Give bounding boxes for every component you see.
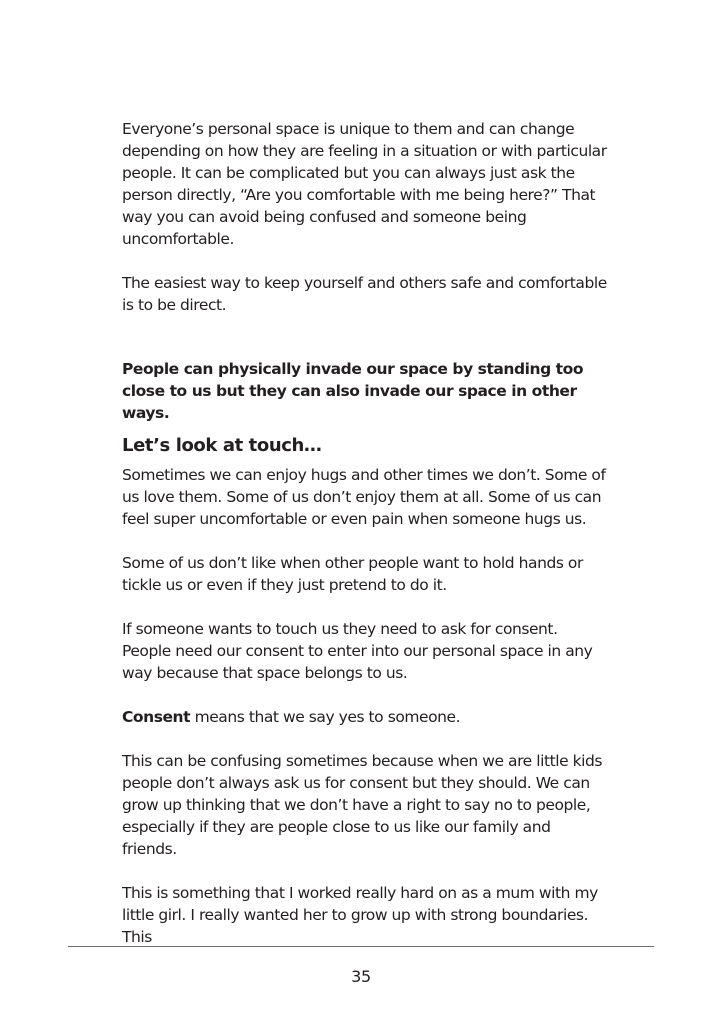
paragraph-little-kids: This can be confusing sometimes because when we are little kids people don’t always ask us for consent but they should. We can grow up thinking that we don’t have a right to say no to people, especially if they are people close to us like our family and friends.	[122, 752, 603, 858]
paragraph-consent-definition	[122, 706, 607, 728]
paragraph-mum-little-girl: This is something that I worked really hard on as a mum with my little girl. I really wanted her to grow up with strong boundaries. This	[122, 884, 598, 946]
paragraph-invade-space: People can physically invade our space by standing too close to us but they can also invade our space in other ways.	[122, 360, 584, 422]
footer-divider	[68, 946, 654, 947]
page-number: 35	[351, 967, 371, 986]
paragraph-hugs: Sometimes we can enjoy hugs and other times we don’t. Some of us love them. Some of us don’t enjoy them at all. Some of us can feel super uncomfortable or even pain when someone hugs us.	[122, 466, 606, 528]
page-content	[122, 118, 607, 948]
paragraph-be-direct: The easiest way to keep yourself and others safe and comfortable is to be direct.	[122, 274, 607, 314]
paragraph-hold-hands: Some of us don’t like when other people want to hold hands or tickle us or even if they just pretend to do it.	[122, 554, 583, 594]
consent-term: Consent	[122, 708, 191, 726]
paragraph-personal-space: Everyone’s personal space is unique to them and can change depending on how they are feeling in a situation or with particular people. It can be complicated but you can always just ask the person directly, “Are you comfortable with me being here?” That way you can avoid being confused and someone being uncomfortable.	[122, 120, 607, 248]
consent-definition-text: means that we say yes to someone.	[190, 708, 461, 726]
paragraph-ask-consent: If someone wants to touch us they need to ask for consent. People need our consent to enter into our personal space in any way because that space belongs to us.	[122, 620, 593, 682]
section-heading-touch: Let’s look at touch…	[122, 435, 322, 456]
